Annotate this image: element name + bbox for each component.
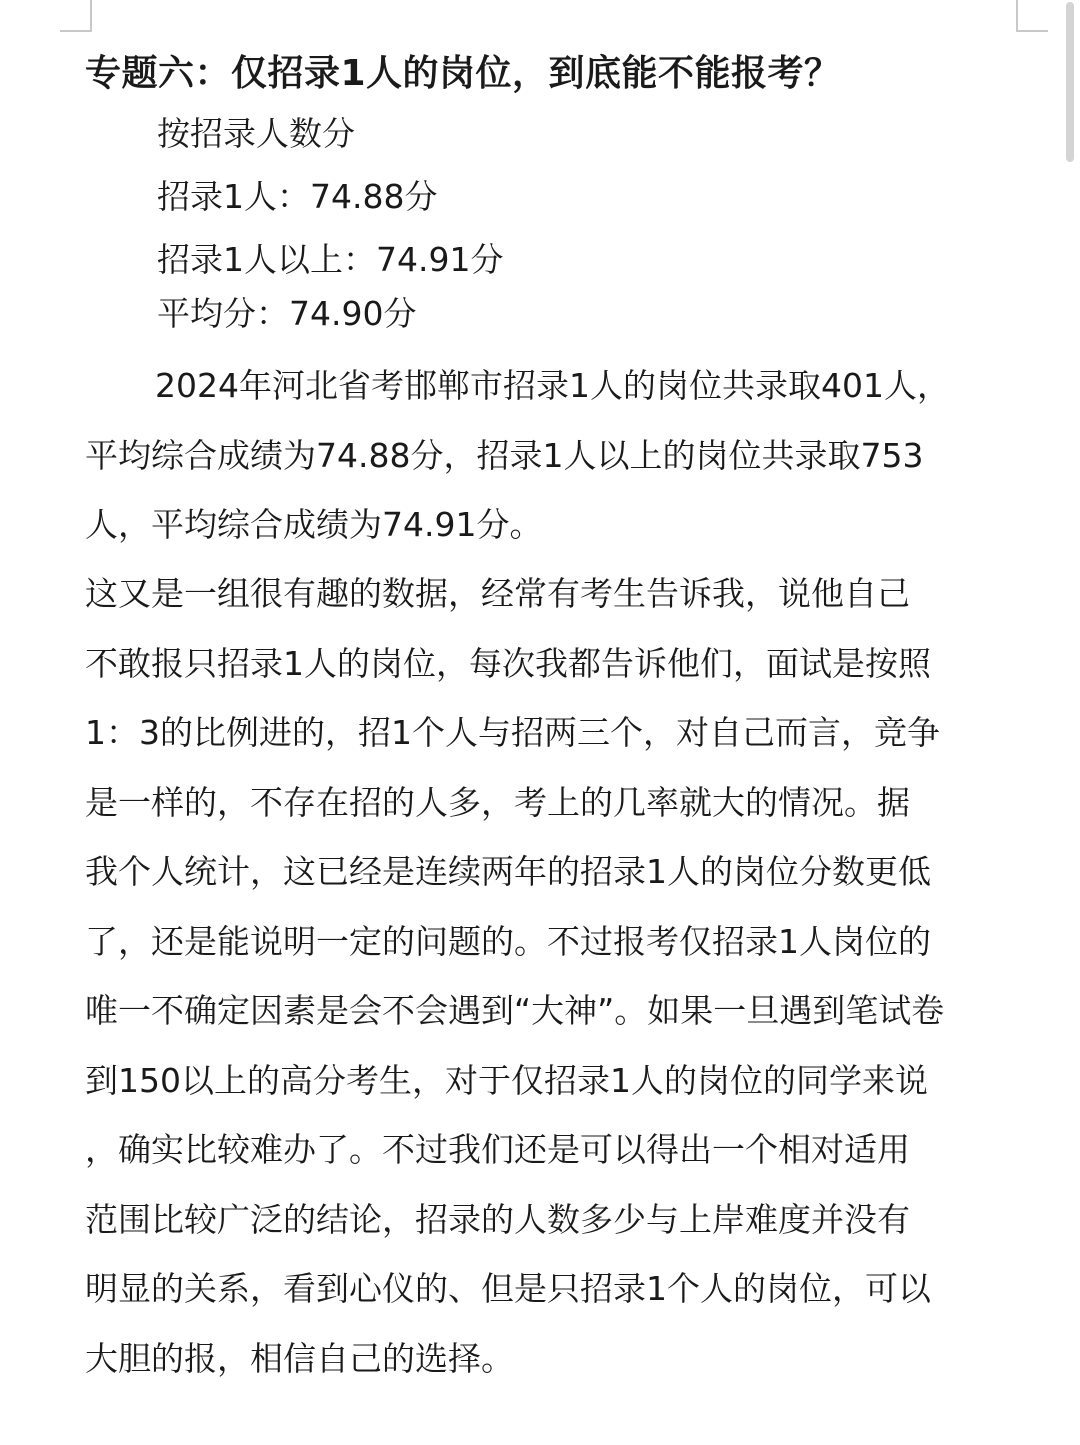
paragraph1-line-3: 人，平均综合成绩为74.91分。 xyxy=(85,505,543,544)
page-corner-mark-right xyxy=(1016,0,1048,32)
paragraph2-line-9: ，确实比较难办了。不过我们还是可以得出一个相对适用 xyxy=(85,1130,910,1169)
paragraph2-line-1: 这又是一组很有趣的数据，经常有考生告诉我，说他自己 xyxy=(85,574,910,613)
paragraph1-line-1: 2024年河北省考邯郸市招录1人的岗位共录取401人， xyxy=(155,366,950,405)
paragraph2-line-8: 到150以上的高分考生，对于仅招录1人的岗位的同学来说 xyxy=(85,1061,928,1100)
paragraph2-line-7: 唯一不确定因素是会不会遇到“大神”。如果一旦遇到笔试卷 xyxy=(85,991,945,1030)
paragraph2-line-2: 不敢报只招录1人的岗位，每次我都告诉他们，面试是按照 xyxy=(85,644,931,683)
page-corner-mark-left xyxy=(60,0,92,32)
stat-average-score: 平均分：74.90分 xyxy=(157,294,417,333)
stat-one-person-score: 招录1人：74.88分 xyxy=(157,177,438,216)
paragraph1-line-2: 平均综合成绩为74.88分，招录1人以上的岗位共录取753 xyxy=(85,436,924,475)
stats-heading: 按招录人数分 xyxy=(157,114,355,153)
paragraph2-line-11: 明显的关系，看到心仪的、但是只招录1个人的岗位，可以 xyxy=(85,1269,931,1308)
paragraph2-line-3: 1：3的比例进的，招1个人与招两三个，对自己而言，竞争 xyxy=(85,713,940,752)
document-title: 专题六：仅招录1人的岗位，到底能不能报考？ xyxy=(85,53,841,94)
stat-more-than-one-score: 招录1人以上：74.91分 xyxy=(157,240,504,279)
scrollbar-thumb[interactable] xyxy=(1066,2,1074,162)
paragraph2-line-5: 我个人统计，这已经是连续两年的招录1人的岗位分数更低 xyxy=(85,852,931,891)
paragraph2-line-6: 了，还是能说明一定的问题的。不过报考仅招录1人岗位的 xyxy=(85,922,931,961)
paragraph2-line-10: 范围比较广泛的结论，招录的人数多少与上岸难度并没有 xyxy=(85,1200,910,1239)
paragraph2-line-4: 是一样的，不存在招的人多，考上的几率就大的情况。据 xyxy=(85,783,910,822)
paragraph2-line-12: 大胆的报，相信自己的选择。 xyxy=(85,1339,514,1378)
